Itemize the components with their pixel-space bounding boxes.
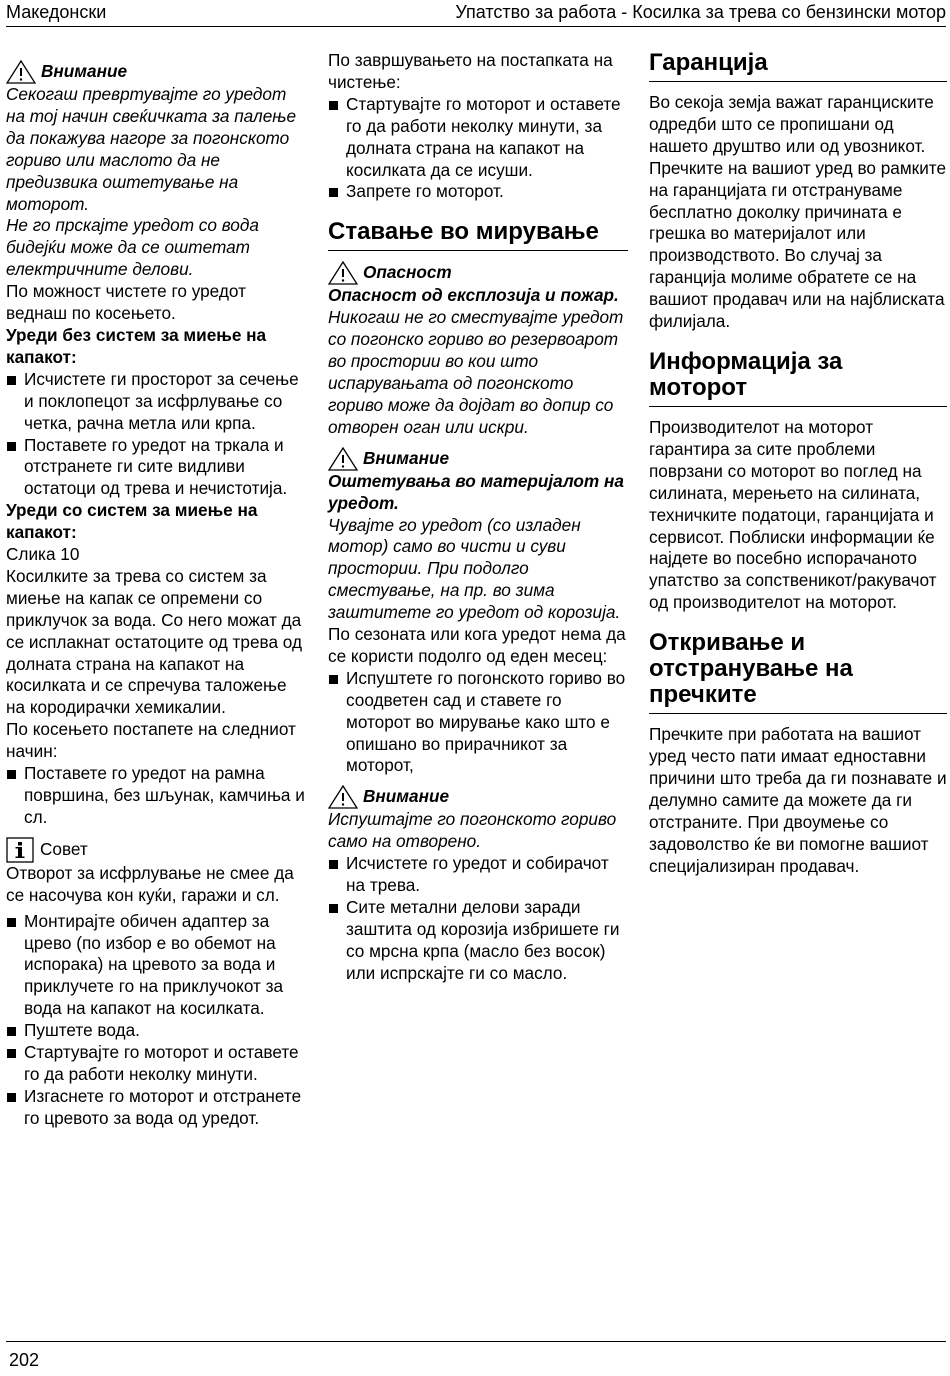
list-item: Поставете го уредот на тркала и отстранете ги сите видливи остатоци од трева и нечистотија. (6, 435, 306, 501)
tip-text: Отворот за исфрлување не смее да се насочува кон куќи, гаражи и сл. (6, 862, 294, 905)
section-heading: Гаранција (649, 50, 947, 82)
page-number: 202 (9, 1350, 40, 1370)
subheading: Уреди со систем за миење на капакот: (6, 500, 258, 543)
paragraph: По сезоната или кога уредот нема да се користи подолго од еден месец: (328, 624, 626, 666)
warning-note (328, 785, 628, 809)
tip-label: Совет (40, 838, 88, 859)
list-item: Сите метални делови заради заштита од корозија избришете ги со мрсна крпа (масло без восок) или испрскајте ги со масло. (328, 897, 628, 985)
list-item: Изгаснете го моторот и отстранете го цревото за вода од уредот. (6, 1086, 306, 1130)
danger-note (328, 261, 628, 285)
paragraph: По можност чистете го уредот веднаш по косењето. (6, 281, 246, 324)
subheading: Уреди без систем за миење на капакот: (6, 324, 267, 367)
warning-text: Секогаш превртувајте го уредот на тој начин свеќичката за палење да покажува нагоре за погонското гориво или маслото да не предизвика оштетување на моторот. (6, 84, 297, 214)
list-item: Монтирајте обичен адаптер за црево (по избор е во обемот на испорака) на цревото за вода и приклучете го на приклучокот за вода на капакот на косилката. (6, 911, 306, 1021)
footer-divider (6, 1341, 946, 1342)
warning-text: Не го прскајте уредот со вода бидејќи може да се оштетат електричните делови. (6, 215, 259, 280)
list-item: Испуштете го погонското гориво во соодветен сад и ставете го моторот во мирување како што е опишано во прирачникот за моторот, (328, 668, 628, 778)
warning-label: Внимание (363, 786, 450, 807)
list-item: Стартувајте го моторот и оставете го да работи неколку минути. (6, 1042, 306, 1086)
warning-note (6, 60, 306, 84)
info-icon (6, 837, 34, 863)
list-item: Поставете го уредот на рамна површина, без шљунак, камчиња и сл. (6, 763, 306, 829)
warning-label: Внимание (363, 447, 450, 468)
bullet-list (328, 668, 628, 778)
list-item: Исчистете ги просторот за сечење и поклопецот за исфрлување со четка, рачна метла или крпа. (6, 369, 306, 435)
bullet-list (328, 853, 628, 984)
column-2 (328, 50, 628, 985)
warning-triangle-icon (328, 261, 358, 285)
page-header (6, 0, 946, 27)
list-item: Запрете го моторот. (328, 181, 628, 203)
bullet-list (328, 94, 628, 204)
header-language: Македонски (6, 2, 107, 22)
warning-subheading: Оштетувања во материјалот на уредот. (328, 470, 624, 513)
bullet-list (6, 763, 306, 829)
danger-label: Опасност (363, 262, 452, 283)
warning-text: Испуштајте го погонското гориво само на отворено. (328, 809, 617, 852)
paragraph: По завршувањето на постапката на чистење: (328, 50, 613, 92)
warning-triangle-icon (328, 447, 358, 471)
warning-label: Внимание (41, 61, 128, 82)
paragraph: Во секоја земја важат гаранциските одредби што се пропишани од нашето друштво или од увозникот. Пречките на вашиот уред во рамките на гаранцијата ги отстрануваме бесплатно доколку причината е грешка во материјалот или производството. Во случај за гаранција молиме обратете се на вашиот продавач или на најблиската филијала. (649, 92, 947, 332)
list-item: Исчистете го уредот и собирачот на трева. (328, 853, 628, 897)
section-heading: Ставање во мирување (328, 219, 628, 251)
section-heading: Информација за моторот (649, 349, 947, 407)
list-item: Стартувајте го моторот и оставете го да работи неколку минути, за долната страна на капакот на косилката да се исуши. (328, 94, 628, 182)
tip-note (6, 837, 306, 863)
list-item: Пуштете вода. (6, 1020, 306, 1042)
section-heading: Откривање и отстранување на пречките (649, 630, 947, 714)
bullet-list (6, 369, 306, 500)
paragraph: Косилките за трева со систем за миење на капак се опремени со приклучок за вода. Со него можат да се исплакнат остатоците од трева од долната страна на капакот на косилката и се спречува таложење на кородирачки хемикалии. (6, 565, 303, 718)
header-title: Упатство за работа - Косилка за трева со бензински мотор (455, 2, 946, 22)
danger-text: Никогаш не го сместувајте уредот со погонско гориво во резервоарот во простории во кои што испарувањата од погонското гориво може да дојдат во допир со отворен оган или искри. (328, 307, 624, 437)
bullet-list (6, 911, 306, 1130)
warning-triangle-icon (328, 785, 358, 809)
paragraph: Производителот на моторот гарантира за сите проблеми поврзани со моторот во поглед на силината, мерењето на силината, техничките податоци, гаранцијата и сервисот. Поблиски информации ќе најдете во посебно испорачаното упатство за сопственикот/ракувачот од производителот на моторот. (649, 416, 937, 613)
figure-reference: Слика 10 (6, 544, 80, 565)
warning-text: Чувајте го уредот (со изладен мотор) само во чисти и суви простории. При подолго сместување, на пр. во зима заштитете го уредот од корозија. (328, 514, 621, 623)
warning-triangle-icon (6, 60, 36, 84)
column-3 (649, 50, 947, 877)
warning-note (328, 447, 628, 471)
paragraph: По косењето постапете на следниот начин: (6, 719, 296, 762)
column-1 (6, 60, 306, 1130)
danger-subheading: Опасност од експлозија и пожар. (328, 285, 619, 306)
paragraph: Пречките при работата на вашиот уред често пати имаат едноставни причини што треба да ги познавате и делумно самите да можете да ги отстраните. При двоумење со задоволство ќе ви помогне вашиот специјализиран продавач. (649, 724, 947, 876)
